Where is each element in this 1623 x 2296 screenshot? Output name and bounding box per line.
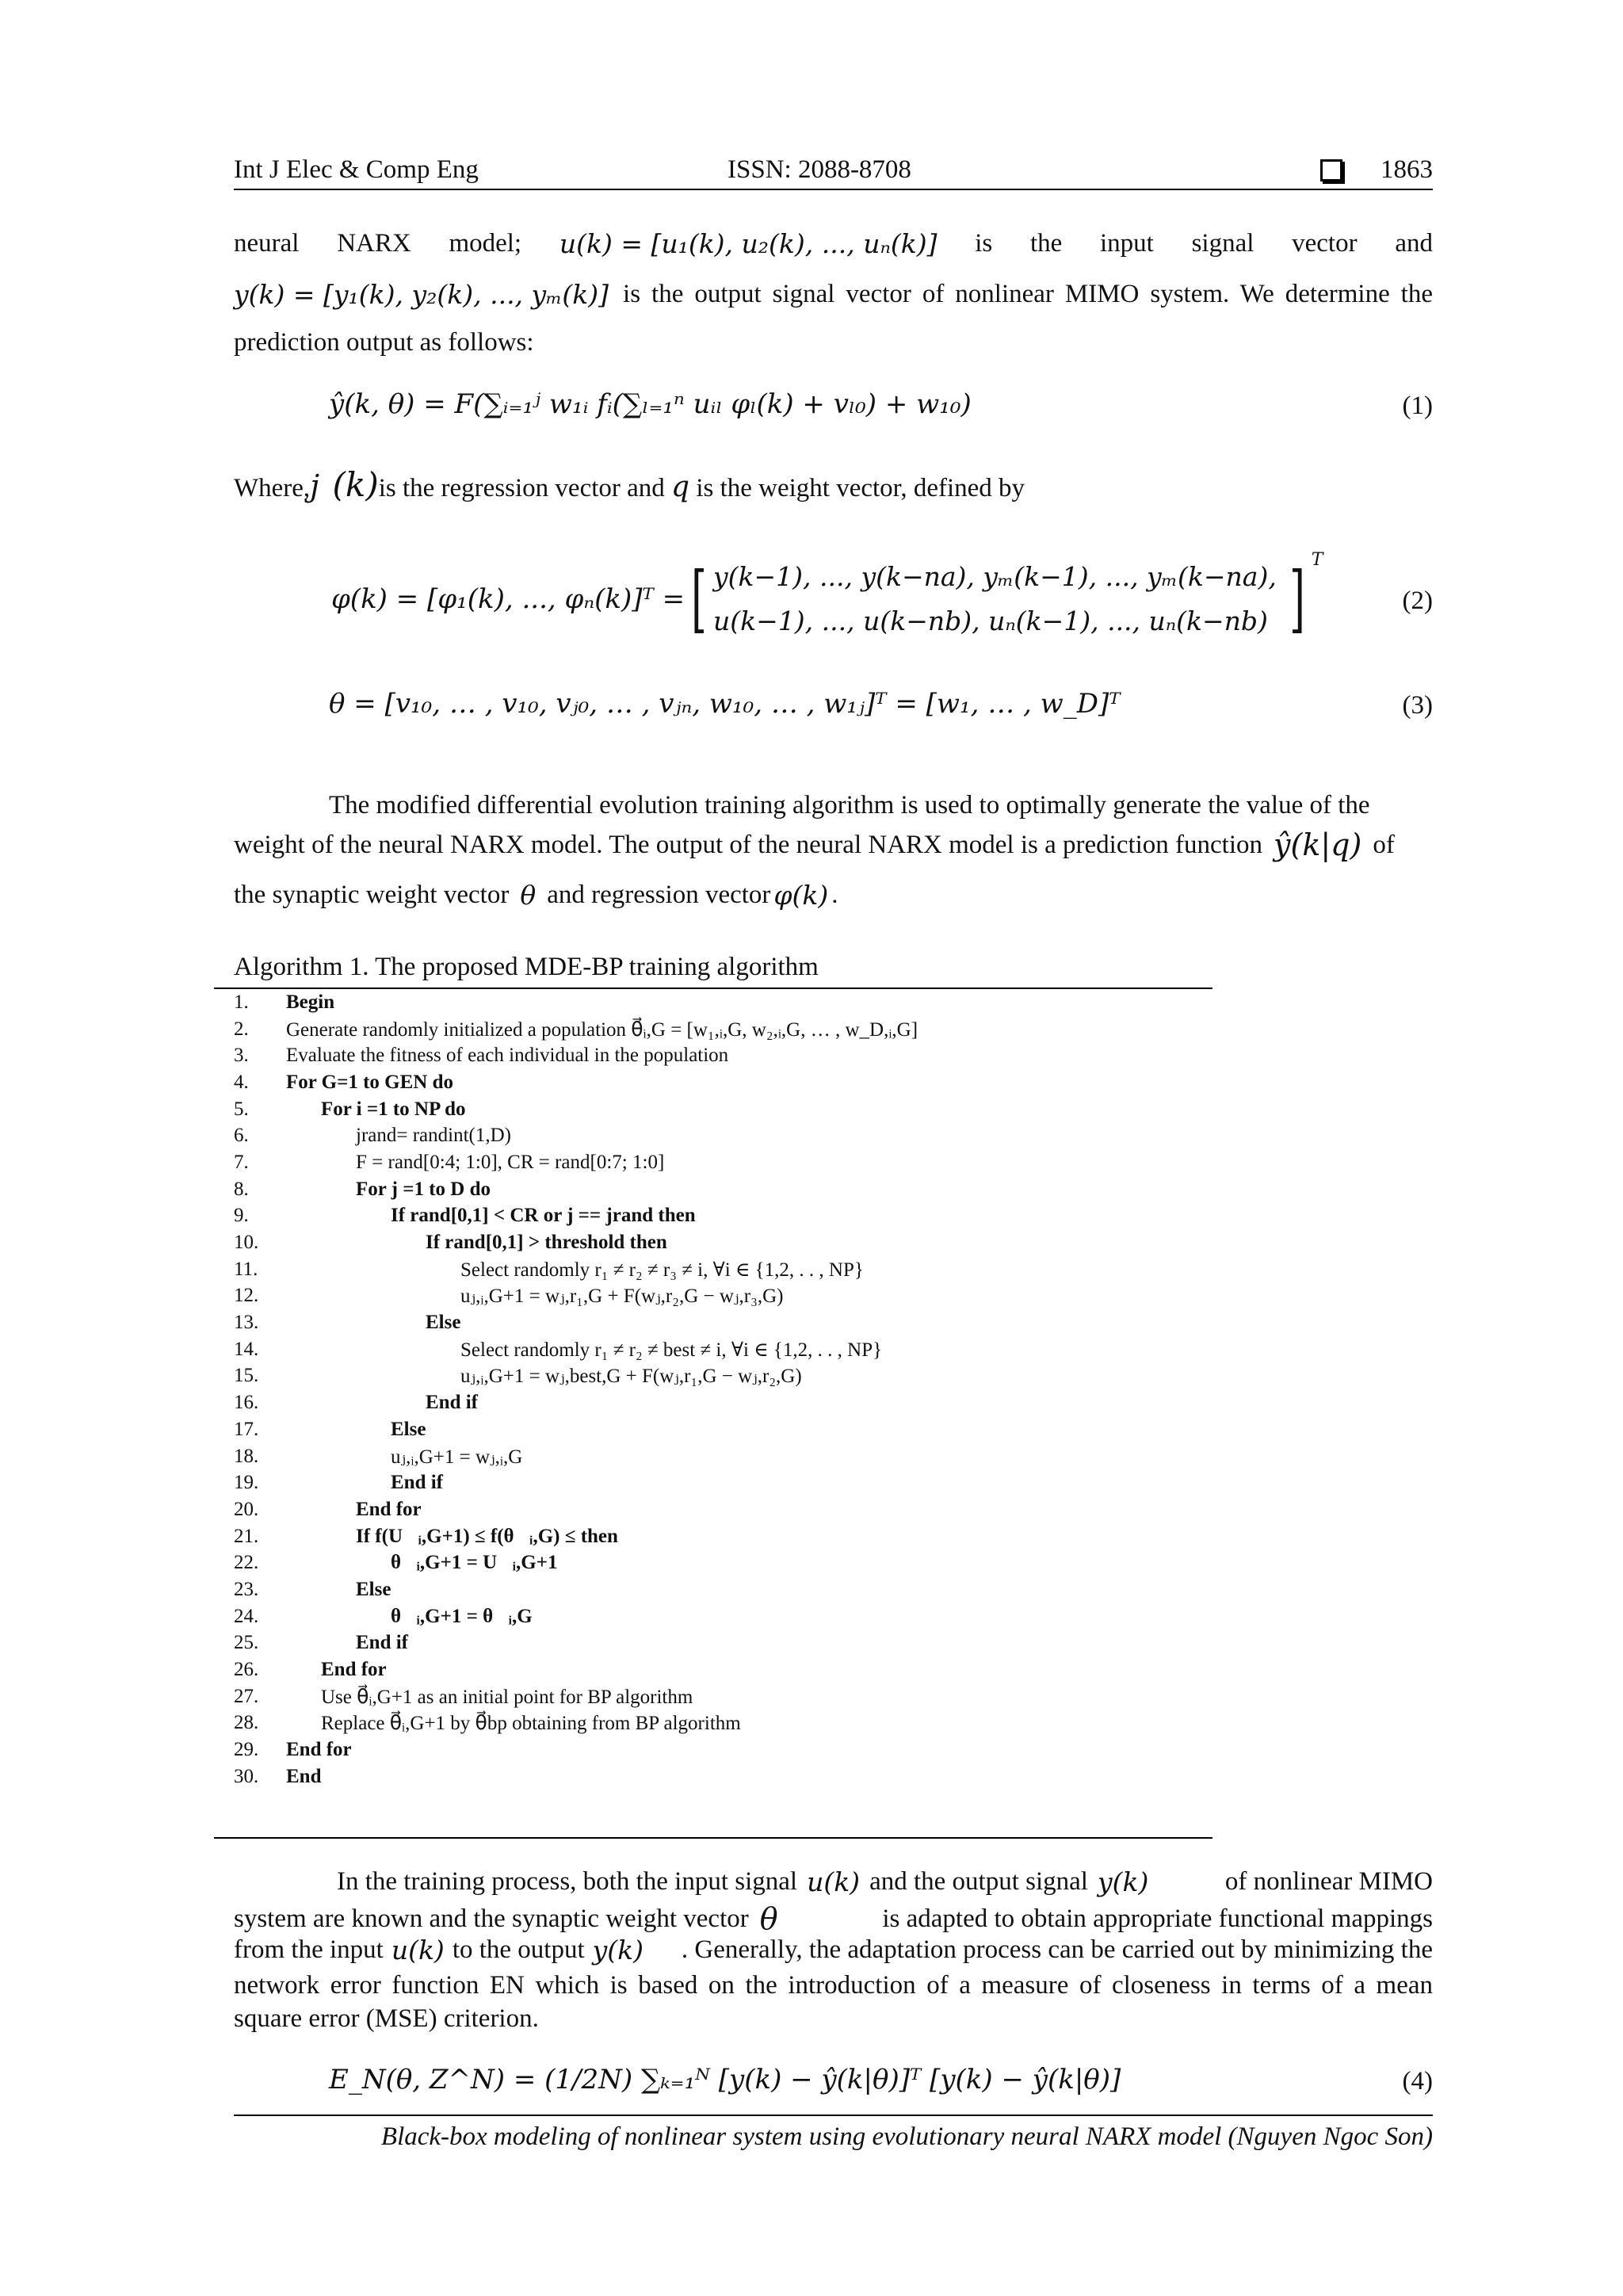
- intro-text: is the output signal vector of nonlinear MIMO system. We determine the: [623, 280, 1433, 308]
- algorithm-line-number: 26.: [234, 1659, 259, 1681]
- algorithm-line: [234, 1389, 1201, 1416]
- algorithm-line: [234, 1363, 1201, 1390]
- algorithm-line-number: 18.: [234, 1445, 259, 1467]
- algorithm-line-text: If rand[0,1] > threshold then: [426, 1232, 667, 1254]
- algorithm-line-text: θ⃗ᵢ,G+1 = U⃗ᵢ,G+1: [391, 1552, 558, 1574]
- algorithm-line: [234, 1256, 1201, 1283]
- algorithm-line-number: 24.: [234, 1605, 259, 1627]
- matrix-row-1: y(k−1), ..., y(k−na), yₘ(k−1), ..., yₘ(k−na),: [713, 561, 1277, 592]
- input-vector-definition: u(k) = [u₁(k), u₂(k), ..., uₙ(k)]: [559, 228, 938, 259]
- algorithm-line-text: θ⃗ᵢ,G+1 = θ⃗ᵢ,G: [391, 1605, 533, 1627]
- algorithm-line-text: Else: [391, 1418, 426, 1440]
- algorithm-line-text: For j =1 to D do: [356, 1178, 491, 1200]
- algorithm-line-number: 29.: [234, 1739, 259, 1761]
- regression-vector-symbol: φ(k): [773, 880, 829, 911]
- intro-word: vector: [1292, 229, 1358, 258]
- algorithm-line: [234, 1523, 1201, 1550]
- algorithm-line: [234, 1283, 1201, 1310]
- algorithm-line: [234, 1069, 1201, 1096]
- algorithm-line-number: 3.: [234, 1045, 249, 1067]
- intro-line-2: [234, 279, 1433, 310]
- algorithm-body: [234, 989, 1201, 1790]
- algorithm-line-text: For i =1 to NP do: [321, 1098, 466, 1120]
- page-number: 1863: [1381, 155, 1433, 184]
- header-rule: [234, 189, 1433, 190]
- equation-2: [331, 550, 1323, 644]
- algorithm-line: [234, 1630, 1201, 1657]
- algorithm-line: [234, 1176, 1201, 1203]
- algorithm-line-number: 12.: [234, 1285, 259, 1307]
- algorithm-line-number: 5.: [234, 1098, 249, 1120]
- algorithm-line-text: For G=1 to GEN do: [286, 1071, 454, 1093]
- intro-word: is: [975, 229, 993, 258]
- para3-line-4: network error function EN which is based on the introduction of a measure of closeness in terms of a mean: [234, 1971, 1433, 2000]
- algorithm-line-number: 2.: [234, 1018, 249, 1040]
- algorithm-bottom-rule: [214, 1837, 1212, 1839]
- square-icon: [1320, 159, 1342, 181]
- algorithm-line-number: 6.: [234, 1125, 249, 1147]
- algorithm-line: [234, 1683, 1201, 1710]
- algorithm-line: [234, 1736, 1201, 1763]
- algorithm-line: [234, 1576, 1201, 1603]
- algorithm-line-number: 10.: [234, 1232, 259, 1254]
- theta-symbol: θ: [520, 880, 537, 911]
- algorithm-line-number: 19.: [234, 1472, 259, 1494]
- algorithm-line-text: Select randomly r₁ ≠ r₂ ≠ best ≠ i, ∀i ∈ {1,2, . . , NP}: [460, 1339, 883, 1361]
- algorithm-line: [234, 1096, 1201, 1123]
- intro-word: and: [1395, 229, 1433, 258]
- equation-2-lhs: φ(k) = [φ₁(k), ..., φₙ(k)]ᵀ =: [331, 583, 685, 615]
- algorithm-line: [234, 1203, 1201, 1230]
- journal-name: Int J Elec & Comp Eng: [234, 155, 479, 184]
- algorithm-line-text: If f(U⃗ᵢ,G+1) ≤ f(θ⃗ᵢ,G) ≤ then: [356, 1525, 618, 1547]
- intro-line-1: [234, 228, 1433, 259]
- algorithm-line-number: 21.: [234, 1525, 259, 1547]
- algorithm-line: [234, 1443, 1201, 1470]
- algorithm-line: [234, 1149, 1201, 1176]
- intro-word: the: [1029, 229, 1063, 258]
- left-bracket: [: [691, 556, 707, 641]
- equation-4: E_N(θ, Z^N) = (1/2N) ∑ₖ₌₁ᴺ [y(k) − ŷ(k|θ)]ᵀ [y(k) − ŷ(k|θ)]: [329, 2064, 1121, 2095]
- para3-line-3: from the input u(k) to the output y(k) . Generally, the adaptation process can be carried out by minimizing the: [234, 1935, 1433, 1966]
- intro-word: input: [1100, 229, 1154, 258]
- algorithm-line-number: 22.: [234, 1552, 259, 1574]
- algorithm-line-number: 13.: [234, 1312, 259, 1334]
- algorithm-line-text: End for: [286, 1739, 352, 1761]
- equation-3: θ = [v₁₀, … , v₁₀, vⱼ₀, … , vⱼₙ, w₁₀, … , w₁ⱼ]ᵀ = [w₁, … , w_D]ᵀ: [329, 688, 1121, 720]
- para3-line-5: square error (MSE) criterion.: [234, 2004, 539, 2033]
- para2-line-3: the synaptic weight vector θ and regression vector φ(k) .: [234, 880, 838, 911]
- algorithm-line-text: End if: [391, 1472, 444, 1494]
- algorithm-line-text: End: [286, 1765, 322, 1787]
- algorithm-line-number: 8.: [234, 1178, 249, 1200]
- algorithm-line-text: uⱼ,ᵢ,G+1 = wⱼ,r₁,G + F(wⱼ,r₂,G − wⱼ,r₃,G): [460, 1286, 784, 1308]
- header-right: [1320, 155, 1433, 185]
- algorithm-line-number: 27.: [234, 1685, 259, 1707]
- equation-1-number: (1): [1402, 392, 1433, 420]
- where-line: Where,j (k)is the regression vector and q is the weight vector, defined by: [234, 465, 1025, 504]
- matrix-row-2: u(k−1), ..., u(k−nb), uₙ(k−1), ..., uₙ(k−nb): [713, 606, 1268, 636]
- algorithm-line-number: 9.: [234, 1205, 249, 1227]
- algorithm-line: [234, 1710, 1201, 1737]
- algorithm-line: [234, 1122, 1201, 1149]
- algorithm-line-text: Replace θ⃗ᵢ,G+1 by θ⃗bp obtaining from BP algorithm: [321, 1713, 741, 1735]
- algorithm-line: [234, 1496, 1201, 1523]
- algorithm-line-text: F = rand[0:4; 1:0], CR = rand[0:7; 1:0]: [356, 1151, 665, 1173]
- footer-rule: [234, 2115, 1433, 2116]
- intro-word: model;: [449, 229, 522, 258]
- algorithm-line: [234, 1549, 1201, 1576]
- algorithm-line-number: 15.: [234, 1365, 259, 1387]
- algorithm-line-number: 14.: [234, 1338, 259, 1360]
- algorithm-line: [234, 1016, 1201, 1043]
- algorithm-line-text: End for: [356, 1498, 422, 1520]
- algorithm-line-number: 28.: [234, 1712, 259, 1734]
- algorithm-line-text: uⱼ,ᵢ,G+1 = wⱼ,best,G + F(wⱼ,r₁,G − wⱼ,r₂,G): [460, 1366, 802, 1388]
- algorithm-line-text: Use θ⃗ᵢ,G+1 as an initial point for BP algorithm: [321, 1686, 693, 1708]
- intro-line-3: prediction output as follows:: [234, 328, 534, 357]
- equation-2-number: (2): [1402, 586, 1433, 615]
- algorithm-line: [234, 989, 1201, 1016]
- k-argument: (k): [332, 465, 379, 504]
- algorithm-line-text: End if: [356, 1632, 409, 1654]
- intro-word: NARX: [337, 229, 411, 258]
- equation-1: ŷ(k, θ) = F(∑ᵢ₌₁ʲ w₁ᵢ fᵢ(∑ₗ₌₁ⁿ uᵢₗ φₗ(k) + vₗ₀) + w₁₀): [329, 388, 972, 420]
- algorithm-line-text: End if: [426, 1392, 479, 1414]
- regression-matrix: [713, 555, 1277, 644]
- algorithm-line-number: 7.: [234, 1151, 249, 1173]
- algorithm-line-number: 17.: [234, 1418, 259, 1440]
- algorithm-line: [234, 1763, 1201, 1790]
- algorithm-line: [234, 1042, 1201, 1069]
- algorithm-line: [234, 1309, 1201, 1336]
- algorithm-line-text: jrand= randint(1,D): [356, 1125, 511, 1147]
- algorithm-line: [234, 1603, 1201, 1630]
- para3-line-1: In the training process, both the input signal u(k) and the output signal y(k) of nonlinear MIMO: [337, 1866, 1433, 1897]
- algorithm-line-text: Select randomly r₁ ≠ r₂ ≠ r₃ ≠ i, ∀i ∈ {1,2, . . , NP}: [460, 1259, 864, 1281]
- algorithm-line-number: 4.: [234, 1071, 249, 1093]
- algorithm-line-number: 11.: [234, 1258, 258, 1280]
- algorithm-line-text: End for: [321, 1659, 387, 1681]
- intro-word: signal: [1191, 229, 1254, 258]
- algorithm-title: Algorithm 1. The proposed MDE-BP training algorithm: [234, 953, 819, 981]
- algorithm-line-text: Else: [356, 1578, 391, 1600]
- algorithm-line-text: Evaluate the fitness of each individual in the population: [286, 1045, 729, 1067]
- running-title: Black-box modeling of nonlinear system using evolutionary neural NARX model (Nguyen Ngoc Son): [380, 2122, 1433, 2151]
- algorithm-line: [234, 1469, 1201, 1496]
- para2-line-1: The modified differential evolution training algorithm is used to optimally generate the value of the: [329, 791, 1370, 819]
- phi-symbol: j: [310, 468, 319, 503]
- issn: ISSN: 2088-8708: [727, 155, 911, 184]
- algorithm-line: [234, 1416, 1201, 1443]
- algorithm-line: [234, 1656, 1201, 1683]
- para3-line-2: system are known and the synaptic weight vector θ is adapted to obtain appropriate functional mappings: [234, 1901, 1433, 1936]
- algorithm-line: [234, 1229, 1201, 1256]
- algorithm-line-text: Begin: [286, 991, 335, 1013]
- equation-3-number: (3): [1402, 691, 1433, 720]
- equation-4-number: (4): [1402, 2067, 1433, 2095]
- algorithm-line-number: 16.: [234, 1392, 259, 1414]
- algorithm-line: [234, 1336, 1201, 1363]
- para2-line-2: weight of the neural NARX model. The output of the neural NARX model is a prediction function ŷ(k|q) of: [234, 827, 1395, 862]
- algorithm-line-number: 30.: [234, 1765, 259, 1787]
- algorithm-line-number: 23.: [234, 1578, 259, 1600]
- algorithm-line-text: If rand[0,1] < CR or j == jrand then: [391, 1205, 696, 1227]
- algorithm-line-text: uⱼ,ᵢ,G+1 = wⱼ,ᵢ,G: [391, 1446, 523, 1468]
- algorithm-line-number: 20.: [234, 1498, 259, 1520]
- algorithm-line-number: 25.: [234, 1632, 259, 1654]
- transpose-sup: T: [1311, 550, 1323, 570]
- algorithm-line-text: Generate randomly initialized a population θ⃗ᵢ,G = [w₁,ᵢ,G, w₂,ᵢ,G, … , w_D,ᵢ,G]: [286, 1018, 918, 1041]
- intro-word: neural: [234, 229, 300, 258]
- right-bracket: ]: [1289, 556, 1305, 641]
- algorithm-line-number: 1.: [234, 991, 249, 1013]
- algorithm-line-text: Else: [426, 1312, 461, 1334]
- output-vector-definition: y(k) = [y₁(k), y₂(k), ..., yₘ(k)]: [234, 279, 609, 310]
- prediction-function: ŷ(k|q): [1274, 827, 1362, 862]
- q-symbol: q: [671, 471, 690, 503]
